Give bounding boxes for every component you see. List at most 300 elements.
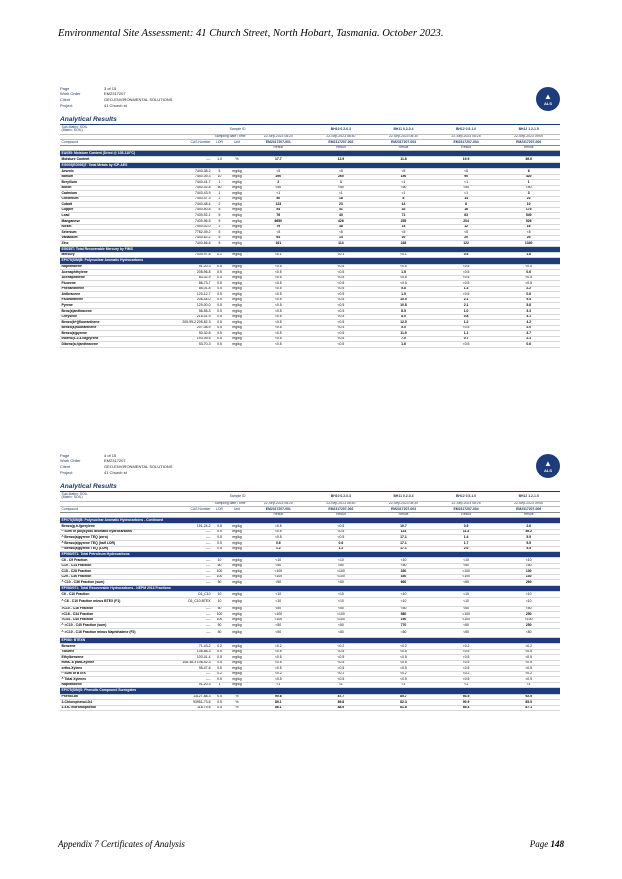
meta-value: 4 of 15 — [104, 452, 117, 458]
result-value: <0.5 — [247, 275, 310, 281]
result-value: <100 — [310, 574, 373, 580]
meta-value: GEO-ENVIRONMENTAL SOLUTIONS — [104, 96, 173, 102]
als-logo-text: ALS — [544, 100, 552, 106]
result-value: <0.5 — [435, 660, 498, 666]
compound-name: Copper — [60, 207, 154, 213]
unit-value: mg/kg — [227, 202, 247, 208]
lor-value: 0.5 — [212, 336, 227, 342]
lor-value: 10 — [212, 558, 227, 564]
result-value: 89.1 — [247, 700, 310, 706]
result-value: 93.5 — [435, 694, 498, 700]
sample-id: BH12 1.2-1.5 — [497, 125, 560, 134]
lor-value: 1 — [212, 682, 227, 688]
result-value: <50 — [247, 185, 310, 191]
unit-header: Unit — [227, 507, 247, 513]
result-value: <0.5 — [372, 264, 435, 270]
result-value: 5.5 — [497, 540, 560, 546]
result-value: <0.5 — [247, 666, 310, 672]
sampling-date: 22-Sep-2023 08:30 — [372, 501, 435, 507]
result-value: <0.5 — [247, 660, 310, 666]
meta-label: Work Order — [60, 91, 81, 97]
result-value: <0.5 — [435, 281, 498, 287]
result-value: <0.2 — [435, 671, 498, 677]
result-value: <0.5 — [247, 281, 310, 287]
result-value: <0.1 — [310, 252, 373, 258]
unit-value: mg/kg — [227, 325, 247, 331]
result-value: <50 — [497, 185, 560, 191]
result-value: 10.5 — [372, 297, 435, 303]
compound-name: Naphthalene — [60, 682, 154, 688]
result-value: <0.5 — [435, 264, 498, 270]
unit-value: mg/kg — [227, 569, 247, 575]
result-value: <0.2 — [247, 644, 310, 650]
compound-name: C10 - C14 Fraction — [60, 563, 154, 569]
result-value: <1 — [310, 682, 373, 688]
unit-value: mg/kg — [227, 252, 247, 258]
result-value: <0.5 — [247, 286, 310, 292]
compound-name: ^ C10 - C36 Fraction (sum) — [60, 580, 154, 586]
compound-name: Manganese — [60, 218, 154, 224]
result-value: 79 — [247, 224, 310, 230]
result-value: 1.1 — [435, 331, 498, 337]
result-value: 1.6 — [497, 252, 560, 258]
result-value: <0.5 — [310, 336, 373, 342]
unit-value: mg/kg — [227, 563, 247, 569]
sample-id: BH10 0.2-0.3 — [310, 492, 373, 501]
result-value: <0.5 — [247, 320, 310, 326]
compound-name: ortho-Xylene — [60, 666, 154, 672]
table-row — [60, 705, 560, 711]
compound-name: Naphthalene — [60, 264, 154, 270]
result-value: <50 — [247, 580, 310, 586]
cas-number: 7440-42-8 — [154, 185, 212, 191]
compound-name: Vanadium — [60, 235, 154, 241]
result-value: 2.0 — [435, 546, 498, 552]
result-value: <0.5 — [310, 264, 373, 270]
result-value: <0.5 — [310, 270, 373, 276]
result-value: 0.7 — [435, 336, 498, 342]
result-value: 1340 — [497, 241, 560, 247]
result-value: <10 — [497, 592, 560, 598]
result-value: 660 — [372, 580, 435, 586]
lor-value: 100 — [212, 574, 227, 580]
result-value: 23 — [310, 202, 373, 208]
result-value: 89.8 — [310, 700, 373, 706]
unit-value: mg/kg — [227, 606, 247, 612]
result-value: <100 — [310, 617, 373, 623]
result-value: 17.1 — [372, 535, 435, 541]
result-value: 0.6 — [497, 342, 560, 348]
cas-number: 218-01-9 — [154, 314, 212, 320]
document-header-title: Environmental Site Assessment: 41 Church Street, North Hobart, Tasmania. October 2023. — [58, 28, 444, 39]
result-value: <0.5 — [435, 677, 498, 683]
result-value: <0.5 — [497, 655, 560, 661]
result-value: <0.5 — [247, 264, 310, 270]
result-value: 85.5 — [497, 700, 560, 706]
result-value: 1 — [310, 180, 373, 186]
unit-value: mg/kg — [227, 677, 247, 683]
result-value: <100 — [435, 569, 498, 575]
result-value: 0.5 — [435, 252, 498, 258]
sampling-date: 22-Sep-2023 08:40 — [310, 134, 373, 140]
cas-number: 86-73-7 — [154, 281, 212, 287]
sample-id-label: Sample ID — [154, 125, 247, 134]
cas-number: 91-20-3 — [154, 264, 212, 270]
unit-value: mg/kg — [227, 270, 247, 276]
sample-id: BH12 1.2-1.5 — [497, 492, 560, 501]
unit-value: mg/kg — [227, 342, 247, 348]
analytical-results-title: Analytical Results — [60, 482, 560, 492]
result-value: 549 — [497, 213, 560, 219]
result-value: 0.6 — [310, 540, 373, 546]
result-value: 76 — [247, 213, 310, 219]
lor-value: 10 — [212, 174, 227, 180]
sampling-date: 22-Sep-2023 08:25 — [435, 134, 498, 140]
unit-value: mg/kg — [227, 196, 247, 202]
compound-name: Arsenic — [60, 169, 154, 175]
result-value: 255 — [372, 218, 435, 224]
result-value: 3.3 — [497, 309, 560, 315]
result-value: 85.7 — [372, 694, 435, 700]
unit-value: mg/kg — [227, 235, 247, 241]
cas-number: 7440-66-6 — [154, 241, 212, 247]
result-value: 3.1 — [497, 314, 560, 320]
lor-value: 0.1 — [212, 252, 227, 258]
compound-name: Acenaphthene — [60, 275, 154, 281]
compound-name: C15 - C28 Fraction — [60, 569, 154, 575]
lor-value: 50 — [212, 623, 227, 629]
cas-number: 71-43-2 — [154, 644, 212, 650]
compound-name: Dibenz(a.h)anthracene — [60, 342, 154, 348]
lor-value: 0.5 — [212, 694, 227, 700]
als-logo — [536, 454, 560, 478]
result-value: <100 — [310, 569, 373, 575]
result-value: <0.5 — [310, 281, 373, 287]
result-value: 175 — [497, 207, 560, 213]
lor-value: 0.5 — [212, 540, 227, 546]
result-value: <1 — [247, 682, 310, 688]
unit-value: mg/kg — [227, 574, 247, 580]
result-value: <0.5 — [435, 649, 498, 655]
report-page-4 — [60, 453, 560, 711]
unit-value: mg/kg — [227, 660, 247, 666]
compound-name: Fluoranthene — [60, 297, 154, 303]
result-value: 12.9 — [310, 157, 373, 163]
lor-header: LOR — [212, 140, 227, 146]
als-triangle-icon: ▲ — [544, 458, 552, 468]
cas-number: ---- — [154, 628, 212, 637]
compound-name: 2-Chlorophenol-D4 — [60, 700, 154, 706]
cas-number: 13127-88-3 — [154, 694, 212, 700]
result-value: 86.1 — [247, 705, 310, 711]
result-value: 2.0 — [497, 325, 560, 331]
lor-value: 0.5 — [212, 275, 227, 281]
result-value: 8 — [372, 196, 435, 202]
sub-matrix-label: Sub-Matrix: SOIL — [61, 492, 88, 496]
sample-id: BH12 0.5-1.0 — [435, 492, 498, 501]
unit-value: mg/kg — [227, 218, 247, 224]
sampling-date: 22-Sep-2023 08:20 — [247, 134, 310, 140]
report-meta — [60, 453, 560, 482]
lor-value: 0.5 — [212, 649, 227, 655]
result-value: 580 — [372, 612, 435, 618]
sub-matrix-label: Sub-Matrix: SOIL — [61, 125, 88, 129]
result-value: 2.2 — [497, 286, 560, 292]
result-label: Result — [372, 145, 435, 151]
lor-value: 0.5 — [212, 331, 227, 337]
lor-value: 0.5 — [212, 705, 227, 711]
meta-label: Project — [60, 102, 73, 108]
result-value: <0.5 — [310, 331, 373, 337]
result-value: 204 — [435, 218, 498, 224]
result-value: 0.6 — [497, 292, 560, 298]
lor-value: 50 — [212, 628, 227, 637]
lor-value: 5 — [212, 213, 227, 219]
unit-value: mg/kg — [227, 655, 247, 661]
unit-value: mg/kg — [227, 336, 247, 342]
result-value: 1 — [497, 180, 560, 186]
result-value: <50 — [310, 580, 373, 586]
cas-number: 7782-49-2 — [154, 230, 212, 236]
result-value: <0.5 — [247, 270, 310, 276]
unit-value: mg/kg — [227, 644, 247, 650]
result-value: <1 — [435, 180, 498, 186]
unit-value: mg/kg — [227, 224, 247, 230]
unit-value: mg/kg — [227, 649, 247, 655]
result-value: <0.5 — [310, 524, 373, 530]
result-value: <0.5 — [497, 275, 560, 281]
result-value: 5.0 — [372, 325, 435, 331]
result-value: 2.1 — [435, 303, 498, 309]
lor-value: 5 — [212, 169, 227, 175]
result-value: 81.8 — [372, 705, 435, 711]
compound-name: C6 - C9 Fraction — [60, 558, 154, 564]
lab-id: EM2317207-002 — [310, 140, 373, 146]
meta-value: 41 Church st — [104, 102, 127, 108]
unit-value: mg/kg — [227, 580, 247, 586]
lor-value: 2 — [212, 224, 227, 230]
cas-number: 205-99-2 205-82-3 — [154, 320, 212, 326]
unit-value: mg/kg — [227, 174, 247, 180]
footer-appendix-label: Appendix 7 Certificates of Analysis — [58, 839, 185, 849]
result-value: 25 — [497, 235, 560, 241]
result-label: Result — [247, 512, 310, 518]
method-group-title: EG005(ED093)T: Total Metals by ICP-AES — [60, 162, 560, 168]
cas-number: 7440-47-3 — [154, 196, 212, 202]
compound-name: Toluene — [60, 649, 154, 655]
unit-header: Unit — [227, 140, 247, 146]
method-group-title: EP075(SIM)B: Polynuclear Aromatic Hydrocarbons — [60, 258, 560, 264]
lab-id: EM2317207-002 — [310, 507, 373, 513]
compound-name: C29 - C36 Fraction — [60, 574, 154, 580]
compound-name: Acenaphthylene — [60, 270, 154, 276]
result-value: 85.4 — [435, 705, 498, 711]
unit-value: mg/kg — [227, 213, 247, 219]
result-value: 3.7 — [497, 331, 560, 337]
result-value: <0.5 — [310, 535, 373, 541]
lab-id: EM2317207-004 — [435, 507, 498, 513]
result-value: 1.6 — [372, 342, 435, 348]
unit-value: mg/kg — [227, 191, 247, 197]
result-value: <50 — [372, 563, 435, 569]
cas-number: 50-32-8 — [154, 331, 212, 337]
lor-value: 2 — [212, 196, 227, 202]
result-value: 6 — [497, 169, 560, 175]
result-value: <0.5 — [435, 270, 498, 276]
compound-name: ^ Sum of BTEX — [60, 671, 154, 677]
lab-id: EM2317207-001 — [247, 140, 310, 146]
als-logo — [536, 87, 560, 111]
cas-header: CAS Number — [154, 140, 212, 146]
lor-value: 0.5 — [212, 660, 227, 666]
lab-id: EM2317207-001 — [247, 507, 310, 513]
result-value: 1.2 — [247, 546, 310, 552]
lor-value: 5 — [212, 230, 227, 236]
compound-name: Boron — [60, 185, 154, 191]
result-value: 5.8 — [497, 303, 560, 309]
lor-value: 5 — [212, 207, 227, 213]
result-value: <5 — [310, 230, 373, 236]
lor-value: 0.5 — [212, 655, 227, 661]
cas-number: 83-32-9 — [154, 275, 212, 281]
result-value: <1 — [310, 191, 373, 197]
result-value: 90 — [435, 174, 498, 180]
result-label: Result — [497, 512, 560, 518]
unit-value: mg/kg — [227, 331, 247, 337]
result-value: 38 — [310, 224, 373, 230]
result-value: 1.9 — [372, 292, 435, 298]
unit-value: mg/kg — [227, 666, 247, 672]
result-value: <50 — [435, 580, 498, 586]
matrix-label: (Matrix: SOIL) — [61, 128, 83, 133]
result-value: 36.2 — [497, 529, 560, 535]
result-value: <0.5 — [497, 677, 560, 683]
lor-value: 0.5 — [212, 309, 227, 315]
meta-value: EM2317207 — [104, 91, 126, 97]
lor-value: 10 — [212, 597, 227, 606]
result-value: <0.5 — [497, 264, 560, 270]
result-value: <0.5 — [372, 677, 435, 683]
result-value: 130 — [497, 569, 560, 575]
result-value: 12.5 — [372, 320, 435, 326]
lab-id: EM2317207-006 — [497, 507, 560, 513]
result-value: <0.5 — [247, 292, 310, 298]
result-value: 161 — [247, 241, 310, 247]
results-table — [60, 125, 560, 348]
result-label: Result — [310, 512, 373, 518]
result-value: 90.9 — [435, 700, 498, 706]
unit-value: mg/kg — [227, 297, 247, 303]
compound-header: Compound — [60, 507, 154, 513]
result-value: <0.5 — [435, 666, 498, 672]
method-group-title: EP075(SIM)B: Polynuclear Aromatic Hydrocarbons - Continued — [60, 518, 560, 524]
result-value: 2 — [247, 180, 310, 186]
lor-value: 5 — [212, 241, 227, 247]
cas-number: ---- — [154, 546, 212, 552]
result-value: 260 — [497, 580, 560, 586]
lor-value: 0.5 — [212, 524, 227, 530]
lor-value: 0.5 — [212, 292, 227, 298]
result-value: 14 — [372, 224, 435, 230]
cas-number: 7440-02-0 — [154, 224, 212, 230]
cas-number: 208-96-8 — [154, 270, 212, 276]
result-value: 90.6 — [247, 694, 310, 700]
result-value: 770 — [372, 623, 435, 629]
cas-number: ---- — [154, 563, 212, 569]
result-value: 1.0 — [435, 309, 498, 315]
unit-value: % — [227, 694, 247, 700]
result-value: 8 — [435, 202, 498, 208]
als-logo-text: ALS — [544, 467, 552, 473]
table-row — [60, 597, 560, 606]
unit-value: mg/kg — [227, 309, 247, 315]
lor-value: 2 — [212, 202, 227, 208]
result-value: 11.3 — [435, 529, 498, 535]
cas-number: ---- — [154, 157, 212, 163]
cas-number: C6_C10 — [154, 592, 212, 598]
meta-label: Page — [60, 452, 70, 458]
result-value: <5 — [372, 230, 435, 236]
cas-number: 100-41-4 — [154, 655, 212, 661]
result-value: 40 — [310, 213, 373, 219]
result-value: <1 — [435, 682, 498, 688]
unit-value: mg/kg — [227, 207, 247, 213]
meta-label: Project — [60, 469, 73, 475]
lor-value: 0.5 — [212, 303, 227, 309]
unit-value: mg/kg — [227, 264, 247, 270]
compound-name: Cadmium — [60, 191, 154, 197]
result-value: 8.5 — [372, 309, 435, 315]
result-value: <5 — [247, 230, 310, 236]
lor-value: 1.0 — [212, 157, 227, 163]
result-value: 114 — [310, 241, 373, 247]
compound-name: Benzo(k)fluoranthene — [60, 325, 154, 331]
result-value: 5.4 — [497, 297, 560, 303]
lor-value: 0.5 — [212, 677, 227, 683]
result-value: 290 — [247, 174, 310, 180]
sample-id-row — [60, 492, 560, 501]
result-value: <100 — [435, 617, 498, 623]
cas-number: ---- — [154, 677, 212, 683]
lor-value: 1 — [212, 180, 227, 186]
result-value: <0.5 — [310, 649, 373, 655]
method-group-title: EP080/071: Total Petroleum Hydrocarbons — [60, 552, 560, 558]
result-value: <50 — [372, 606, 435, 612]
result-label: Result — [435, 145, 498, 151]
analytical-results-title: Analytical Results — [60, 115, 560, 125]
result-value: <0.5 — [310, 660, 373, 666]
result-value: <0.5 — [310, 303, 373, 309]
compound-name: Chromium — [60, 196, 154, 202]
compound-name: >C16 - C34 Fraction — [60, 612, 154, 618]
lor-value: 0.2 — [212, 644, 227, 650]
result-value: 1.4 — [435, 535, 498, 541]
cas-number: 91-20-3 — [154, 682, 212, 688]
result-value: <0.5 — [310, 320, 373, 326]
result-value: 2.1 — [435, 297, 498, 303]
als-triangle-icon: ▲ — [544, 91, 552, 101]
cas-number: ---- — [154, 612, 212, 618]
result-value: <100 — [247, 569, 310, 575]
result-value: <10 — [310, 558, 373, 564]
compound-name: ^ C6 - C10 Fraction minus BTEX (F1) — [60, 597, 154, 606]
result-value: <0.2 — [372, 644, 435, 650]
result-value: 114 — [372, 529, 435, 535]
method-group-title: EP080: BTEXN — [60, 637, 560, 643]
cas-number: 7439-92-1 — [154, 213, 212, 219]
result-value: <0.5 — [310, 297, 373, 303]
result-value: 10.7 — [372, 524, 435, 530]
